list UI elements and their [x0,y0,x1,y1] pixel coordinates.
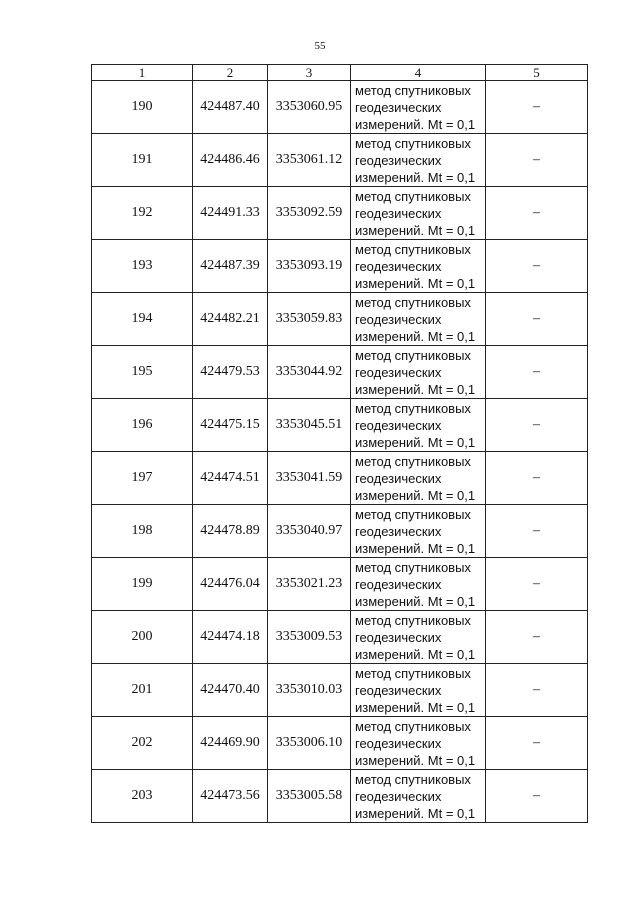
header-col-3: 3 [268,65,351,81]
y-coordinate: 3353006.10 [268,717,351,770]
note-cell: – [486,399,588,452]
page-number: 55 [314,40,326,52]
method-cell: метод спутниковых геодезических измерений. Mt = 0,1 [351,187,486,240]
table-row [92,770,588,823]
table-row [92,664,588,717]
coordinates-table [91,64,588,823]
method-cell: метод спутниковых геодезических измерений. Mt = 0,1 [351,505,486,558]
note-cell: – [486,664,588,717]
x-coordinate: 424487.40 [193,81,268,134]
point-number: 195 [92,346,193,399]
method-cell: метод спутниковых геодезических измерений. Mt = 0,1 [351,664,486,717]
table-row [92,558,588,611]
method-cell: метод спутниковых геодезических измерений. Mt = 0,1 [351,717,486,770]
point-number: 201 [92,664,193,717]
note-cell: – [486,81,588,134]
y-coordinate: 3353093.19 [268,240,351,293]
method-cell: метод спутниковых геодезических измерений. Mt = 0,1 [351,81,486,134]
table-header [92,65,588,81]
x-coordinate: 424487.39 [193,240,268,293]
note-cell: – [486,134,588,187]
point-number: 200 [92,611,193,664]
point-number: 191 [92,134,193,187]
header-col-1: 1 [92,65,193,81]
x-coordinate: 424475.15 [193,399,268,452]
header-col-4: 4 [351,65,486,81]
point-number: 202 [92,717,193,770]
y-coordinate: 3353040.97 [268,505,351,558]
y-coordinate: 3353061.12 [268,134,351,187]
y-coordinate: 3353041.59 [268,452,351,505]
y-coordinate: 3353045.51 [268,399,351,452]
method-cell: метод спутниковых геодезических измерений. Mt = 0,1 [351,558,486,611]
point-number: 203 [92,770,193,823]
point-number: 199 [92,558,193,611]
point-number: 192 [92,187,193,240]
note-cell: – [486,452,588,505]
x-coordinate: 424478.89 [193,505,268,558]
y-coordinate: 3353092.59 [268,187,351,240]
point-number: 190 [92,81,193,134]
header-col-5: 5 [486,65,588,81]
table-row [92,452,588,505]
note-cell: – [486,611,588,664]
x-coordinate: 424469.90 [193,717,268,770]
method-cell: метод спутниковых геодезических измерений. Mt = 0,1 [351,293,486,346]
x-coordinate: 424491.33 [193,187,268,240]
table-body [92,81,588,823]
y-coordinate: 3353005.58 [268,770,351,823]
method-cell: метод спутниковых геодезических измерений. Mt = 0,1 [351,611,486,664]
table-row [92,81,588,134]
y-coordinate: 3353059.83 [268,293,351,346]
y-coordinate: 3353009.53 [268,611,351,664]
table-row [92,240,588,293]
point-number: 198 [92,505,193,558]
y-coordinate: 3353021.23 [268,558,351,611]
point-number: 193 [92,240,193,293]
table-row [92,346,588,399]
method-cell: метод спутниковых геодезических измерений. Mt = 0,1 [351,134,486,187]
table-row [92,134,588,187]
note-cell: – [486,770,588,823]
note-cell: – [486,187,588,240]
point-number: 197 [92,452,193,505]
x-coordinate: 424476.04 [193,558,268,611]
table-row [92,399,588,452]
method-cell: метод спутниковых геодезических измерений. Mt = 0,1 [351,452,486,505]
note-cell: – [486,717,588,770]
x-coordinate: 424470.40 [193,664,268,717]
header-row [92,65,588,81]
header-col-2: 2 [193,65,268,81]
table-row [92,611,588,664]
x-coordinate: 424474.51 [193,452,268,505]
table-row [92,717,588,770]
x-coordinate: 424486.46 [193,134,268,187]
note-cell: – [486,346,588,399]
note-cell: – [486,558,588,611]
point-number: 196 [92,399,193,452]
y-coordinate: 3353060.95 [268,81,351,134]
y-coordinate: 3353044.92 [268,346,351,399]
note-cell: – [486,240,588,293]
x-coordinate: 424473.56 [193,770,268,823]
method-cell: метод спутниковых геодезических измерений. Mt = 0,1 [351,770,486,823]
method-cell: метод спутниковых геодезических измерений. Mt = 0,1 [351,399,486,452]
table-row [92,187,588,240]
x-coordinate: 424482.21 [193,293,268,346]
method-cell: метод спутниковых геодезических измерений. Mt = 0,1 [351,240,486,293]
method-cell: метод спутниковых геодезических измерений. Mt = 0,1 [351,346,486,399]
note-cell: – [486,505,588,558]
x-coordinate: 424479.53 [193,346,268,399]
x-coordinate: 424474.18 [193,611,268,664]
table-row [92,293,588,346]
point-number: 194 [92,293,193,346]
table-row [92,505,588,558]
y-coordinate: 3353010.03 [268,664,351,717]
note-cell: – [486,293,588,346]
